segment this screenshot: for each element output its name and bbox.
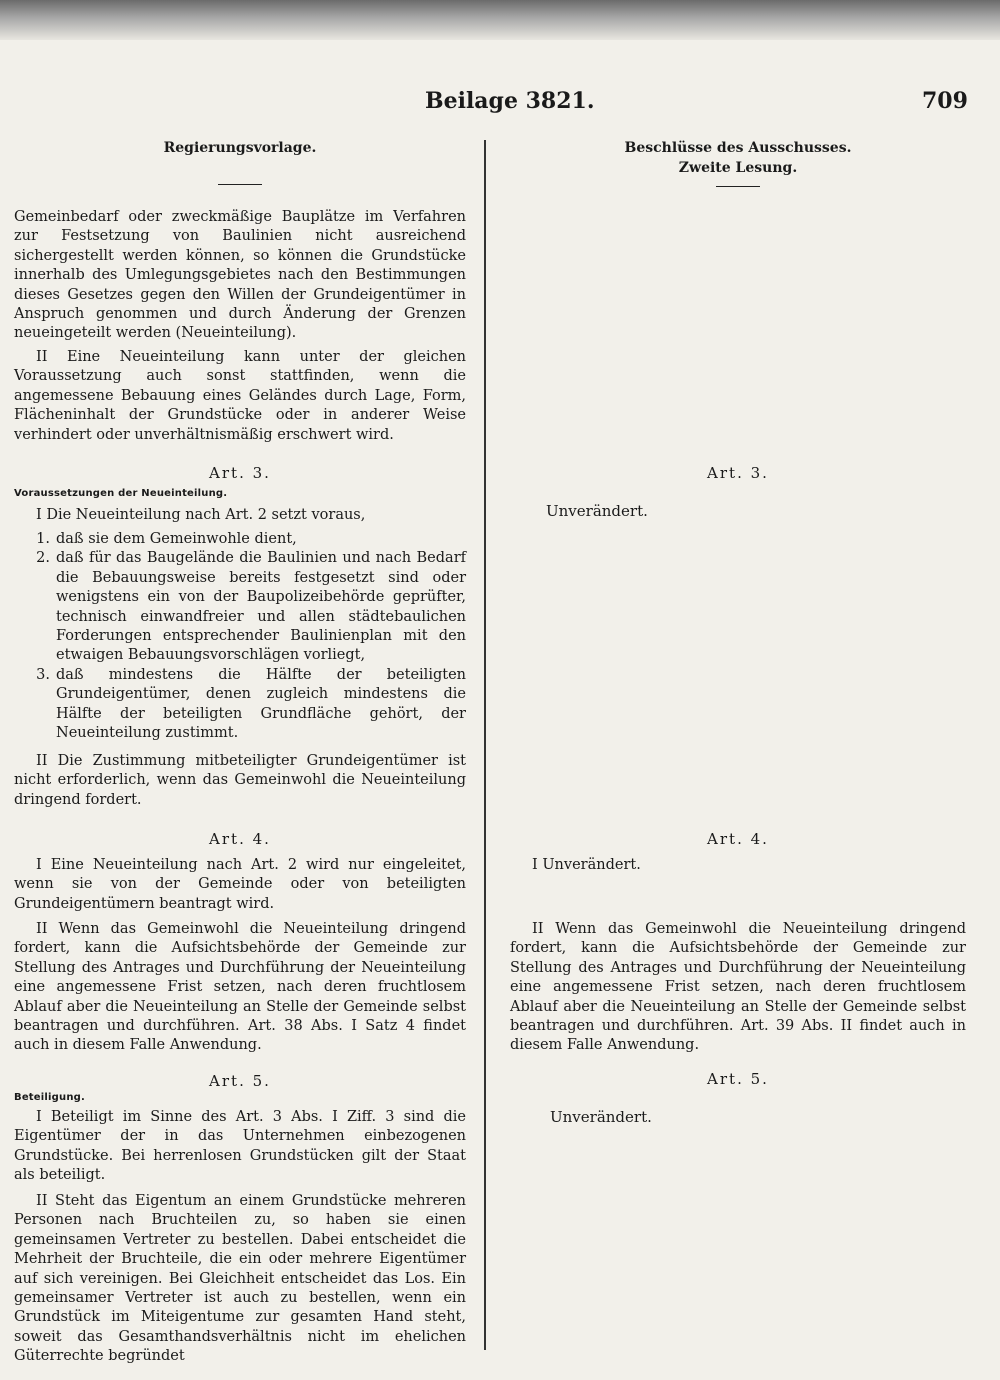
left-column-heading: Regierungsvorlage. xyxy=(163,140,317,156)
list-item: 2. daß für das Baugelände die Baulinien und nach Bedarf die Bebauungsweise bereits festgesetzt sind oder wenigstens ein von der Baupolizeibehörde geprüfter, technisch einwandfreier und allen städtebaulichen Forderungen entsprechender Baulinienplan mit den etwaigen Bebauungsvorschlägen vorliegt, xyxy=(36,550,466,664)
right-column-heading: Beschlüsse des Ausschusses. xyxy=(624,140,852,156)
paragraph-text: II Wenn das Gemeinwohl die Neueinteilung dringend fordert, kann die Aufsichtsbehörde der Gemeinde zur Stellung des Antrages und Durchführung der Neueinteilung eine angemessene Frist setzen, nach deren fruchtlosem Ablauf aber die Neueinteilung an Stelle der Gemeinde selbst beantragen und durchführen. Art. 38 Abs. I Satz 4 findet auch in diesem Falle Anwendung. xyxy=(14,921,466,1054)
paragraph xyxy=(14,506,466,525)
margin-note: Voraussetzungen der Neueinteilung. xyxy=(14,488,228,499)
article-title: Art. 3. xyxy=(707,464,769,482)
paragraph xyxy=(14,1192,466,1367)
list-item: 1. daß sie dem Gemeinwohle dient, xyxy=(36,531,297,547)
paragraph xyxy=(14,752,466,810)
numbered-list xyxy=(14,530,466,743)
page-header xyxy=(0,88,1000,118)
article-title: Art. 5. xyxy=(209,1072,271,1090)
scan-edge xyxy=(0,0,1000,40)
article-title: Art. 4. xyxy=(707,830,769,848)
paragraph-text: II Steht das Eigentum an einem Grundstücke mehreren Personen nach Bruchteilen zu, so haben sie einen gemeinsamen Vertreter zu bestellen. Dabei entscheidet die Mehrheit der Bruchteile, die ein oder mehrere Eigentümer auf sich vereinigen. Bei Gleichheit entscheidet das Los. Ein gemeinsamer Vertreter ist auch zu bestellen, wenn ein Grundstück im Miteigentume zur gesamten Hand steht, soweit das Gesamthandsverhältnis nicht im ehelichen Güterrechte begründet xyxy=(14,1193,466,1365)
paragraph-text: II Wenn das Gemeinwohl die Neueinteilung dringend fordert, kann die Aufsichtsbehörde der Gemeinde zur Stellung des Antrages und Durchführung der Neueinteilung eine angemessene Frist setzen, nach deren fruchtlosem Ablauf aber die Neueinteilung an Stelle der Gemeinde selbst beantragen und durchführen. Art. 39 Abs. II findet auch in diesem Falle Anwendung. xyxy=(510,921,966,1054)
paragraph-text: I Eine Neueinteilung nach Art. 2 wird nur eingeleitet, wenn sie von der Gemeinde oder von beteiligten Grundeigentümern beantragt wird. xyxy=(14,857,466,912)
paragraph xyxy=(14,1108,466,1186)
paragraph-text: I Beteiligt im Sinne des Art. 3 Abs. I Ziff. 3 sind die Eigentümer der in das Unternehmen einbezogenen Grundstücke. Bei herrenlosen Grundstücken gilt der Staat als beteiligt. xyxy=(14,1109,466,1184)
paragraph-text: II Eine Neueinteilung kann unter der gleichen Voraussetzung auch sonst stattfinden, wenn die angemessene Bebauung eines Geländes durch Lage, Form, Flächeninhalt der Grundstücke oder in anderer Weise verhindert oder unverhältnismäßig erschwert wird. xyxy=(14,349,466,443)
reading-subheading: Zweite Lesung. xyxy=(678,160,798,176)
unchanged-note: Unverändert. xyxy=(546,502,648,520)
heading-rule xyxy=(218,184,262,185)
list-item: 3. daß mindestens die Hälfte der beteiligten Grundeigentümer, denen zugleich mindestens die Hälfte der beteiligten Grundfläche gehört, der Neueinteilung zustimmt. xyxy=(36,666,466,742)
paragraph xyxy=(14,920,466,1056)
paragraph-text: Gemeinbedarf oder zweckmäßige Bauplätze im Verfahren zur Festsetzung von Baulinien nicht ausreichend sichergestellt werden können, so können die Grundstücke innerhalb des Umlegungsgebietes nach den Bestimmungen dieses Gesetzes gegen den Willen der Grundeigentümer in Anspruch genommen und durch Änderung der Grenzen neueingeteilt werden (Neueinteilung). xyxy=(14,209,466,342)
left-column xyxy=(14,130,466,1365)
paragraph xyxy=(14,348,466,445)
paragraph xyxy=(14,208,466,344)
supplement-number: Beilage 3821. xyxy=(425,88,595,114)
paragraph xyxy=(510,920,966,1056)
paragraph-text: II Die Zustimmung mitbeteiligter Grundeigentümer ist nicht erforderlich, wenn das Gemeinwohl die Neueinteilung dringend fordert. xyxy=(14,753,466,808)
article-title: Art. 3. xyxy=(209,464,271,482)
heading-rule xyxy=(716,186,760,187)
page-number: 709 xyxy=(922,88,968,114)
article-title: Art. 5. xyxy=(707,1070,769,1088)
column-divider xyxy=(484,140,486,1350)
paragraph-text: I Die Neueinteilung nach Art. 2 setzt voraus, xyxy=(36,507,366,523)
paragraph xyxy=(14,856,466,914)
paragraph xyxy=(510,856,966,875)
margin-note: Beteiligung. xyxy=(14,1092,86,1103)
article-title: Art. 4. xyxy=(209,830,271,848)
paragraph-text: I Unverändert. xyxy=(532,857,641,873)
unchanged-note: Unverändert. xyxy=(550,1108,652,1126)
right-column xyxy=(510,130,966,1126)
